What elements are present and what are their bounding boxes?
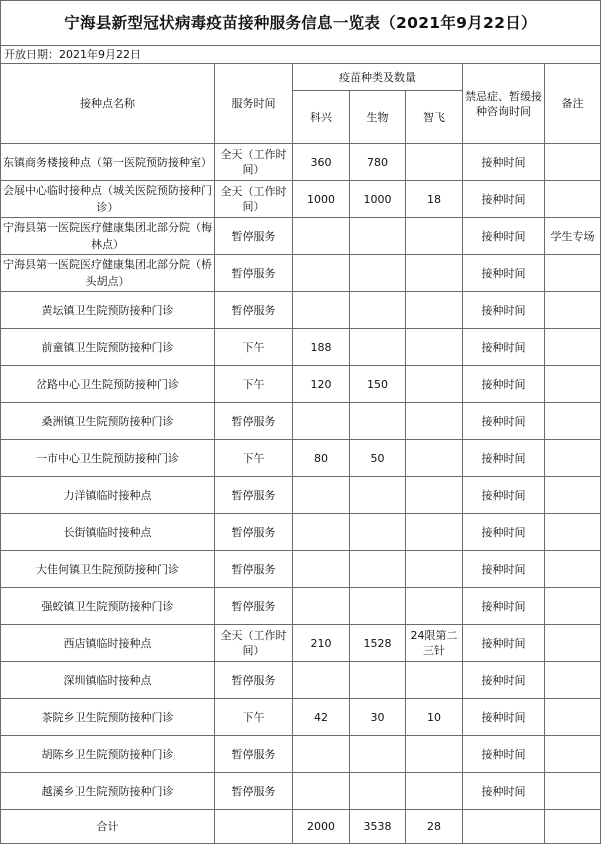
- cell-kexing: [293, 218, 350, 255]
- cell-kexing: [293, 477, 350, 514]
- table-row: [1, 366, 601, 403]
- cell-zhifei: 24限第二三针: [406, 625, 463, 662]
- cell-remark: [545, 440, 601, 477]
- cell-site: 黄坛镇卫生院预防接种门诊: [1, 292, 215, 329]
- cell-zhifei: [406, 662, 463, 699]
- cell-shengwu: 30: [350, 699, 406, 736]
- table-row: [1, 329, 601, 366]
- cell-site: 深圳镇临时接种点: [1, 662, 215, 699]
- cell-site: 会展中心临时接种点（城关医院预防接种门诊）: [1, 181, 215, 218]
- cell-consult: 接种时间: [463, 403, 545, 440]
- cell-site: 强蛟镇卫生院预防接种门诊: [1, 588, 215, 625]
- total-consult: [463, 810, 545, 844]
- cell-site: 力洋镇临时接种点: [1, 477, 215, 514]
- cell-consult: 接种时间: [463, 477, 545, 514]
- cell-time: 下午: [215, 329, 293, 366]
- cell-site: 大佳何镇卫生院预防接种门诊: [1, 551, 215, 588]
- cell-shengwu: [350, 403, 406, 440]
- total-shengwu: 3538: [350, 810, 406, 844]
- table-row: [1, 144, 601, 181]
- cell-time: 全天（工作时间）: [215, 144, 293, 181]
- cell-remark: [545, 477, 601, 514]
- cell-kexing: [293, 588, 350, 625]
- cell-time: 暂停服务: [215, 218, 293, 255]
- cell-site: 长街镇临时接种点: [1, 514, 215, 551]
- cell-kexing: 42: [293, 699, 350, 736]
- table-row: [1, 773, 601, 810]
- table-row: [1, 662, 601, 699]
- table-row: [1, 181, 601, 218]
- table-row: [1, 218, 601, 255]
- cell-time: 全天（工作时间）: [215, 181, 293, 218]
- total-remark: [545, 810, 601, 844]
- cell-time: 下午: [215, 699, 293, 736]
- cell-remark: [545, 292, 601, 329]
- cell-site: 宁海县第一医院医疗健康集团北部分院（桥头胡点）: [1, 255, 215, 292]
- cell-time: 下午: [215, 366, 293, 403]
- cell-zhifei: [406, 440, 463, 477]
- cell-remark: [545, 551, 601, 588]
- cell-consult: 接种时间: [463, 218, 545, 255]
- table-row: [1, 736, 601, 773]
- cell-consult: 接种时间: [463, 292, 545, 329]
- cell-shengwu: 1528: [350, 625, 406, 662]
- cell-shengwu: [350, 255, 406, 292]
- cell-consult: 接种时间: [463, 551, 545, 588]
- cell-remark: [545, 514, 601, 551]
- cell-shengwu: [350, 477, 406, 514]
- cell-zhifei: [406, 144, 463, 181]
- table-row: [1, 292, 601, 329]
- cell-consult: 接种时间: [463, 440, 545, 477]
- cell-shengwu: 780: [350, 144, 406, 181]
- cell-consult: 接种时间: [463, 514, 545, 551]
- cell-shengwu: 50: [350, 440, 406, 477]
- cell-kexing: [293, 255, 350, 292]
- cell-remark: [545, 588, 601, 625]
- cell-shengwu: [350, 551, 406, 588]
- cell-site: 桑洲镇卫生院预防接种门诊: [1, 403, 215, 440]
- cell-remark: [545, 736, 601, 773]
- cell-site: 东镇商务楼接种点（第一医院预防接种室）: [1, 144, 215, 181]
- cell-zhifei: [406, 292, 463, 329]
- cell-shengwu: [350, 773, 406, 810]
- cell-time: 暂停服务: [215, 255, 293, 292]
- cell-time: 暂停服务: [215, 588, 293, 625]
- cell-consult: 接种时间: [463, 699, 545, 736]
- table-body: [1, 144, 601, 810]
- header-remark: 备注: [545, 64, 601, 144]
- cell-remark: [545, 255, 601, 292]
- cell-time: 下午: [215, 440, 293, 477]
- cell-shengwu: [350, 662, 406, 699]
- cell-kexing: [293, 514, 350, 551]
- cell-shengwu: [350, 514, 406, 551]
- cell-consult: 接种时间: [463, 662, 545, 699]
- header-site: 接种点名称: [1, 64, 215, 144]
- cell-consult: 接种时间: [463, 329, 545, 366]
- cell-zhifei: [406, 218, 463, 255]
- cell-kexing: 1000: [293, 181, 350, 218]
- cell-remark: [545, 366, 601, 403]
- cell-kexing: [293, 403, 350, 440]
- open-date: 开放日期：2021年9月22日: [1, 46, 601, 64]
- cell-site: 前童镇卫生院预防接种门诊: [1, 329, 215, 366]
- table-row: [1, 403, 601, 440]
- cell-zhifei: [406, 551, 463, 588]
- cell-remark: [545, 625, 601, 662]
- total-time: [215, 810, 293, 844]
- cell-shengwu: 150: [350, 366, 406, 403]
- cell-remark: 学生专场: [545, 218, 601, 255]
- table-row: [1, 440, 601, 477]
- header-consult: 禁忌症、暂缓接种咨询时间: [463, 64, 545, 144]
- cell-zhifei: [406, 329, 463, 366]
- cell-time: 暂停服务: [215, 514, 293, 551]
- cell-remark: [545, 329, 601, 366]
- table-row: [1, 699, 601, 736]
- cell-remark: [545, 662, 601, 699]
- cell-site: 胡陈乡卫生院预防接种门诊: [1, 736, 215, 773]
- cell-zhifei: [406, 255, 463, 292]
- cell-site: 宁海县第一医院医疗健康集团北部分院（梅林点）: [1, 218, 215, 255]
- cell-kexing: [293, 662, 350, 699]
- cell-consult: 接种时间: [463, 736, 545, 773]
- table-row: [1, 551, 601, 588]
- table-row: [1, 625, 601, 662]
- table-row: [1, 477, 601, 514]
- table-row: [1, 514, 601, 551]
- cell-consult: 接种时间: [463, 588, 545, 625]
- cell-shengwu: 1000: [350, 181, 406, 218]
- cell-kexing: [293, 736, 350, 773]
- cell-shengwu: [350, 218, 406, 255]
- cell-time: 暂停服务: [215, 551, 293, 588]
- cell-zhifei: [406, 477, 463, 514]
- cell-shengwu: [350, 292, 406, 329]
- cell-remark: [545, 699, 601, 736]
- cell-kexing: 120: [293, 366, 350, 403]
- cell-kexing: 360: [293, 144, 350, 181]
- cell-consult: 接种时间: [463, 255, 545, 292]
- cell-shengwu: [350, 329, 406, 366]
- table-row: [1, 588, 601, 625]
- cell-kexing: [293, 551, 350, 588]
- cell-site: 一市中心卫生院预防接种门诊: [1, 440, 215, 477]
- cell-shengwu: [350, 736, 406, 773]
- cell-consult: 接种时间: [463, 366, 545, 403]
- cell-kexing: [293, 773, 350, 810]
- cell-kexing: [293, 292, 350, 329]
- total-label: 合计: [1, 810, 215, 844]
- cell-zhifei: [406, 514, 463, 551]
- header-kexing: 科兴: [293, 91, 350, 144]
- cell-zhifei: 10: [406, 699, 463, 736]
- cell-site: 西店镇临时接种点: [1, 625, 215, 662]
- cell-kexing: 188: [293, 329, 350, 366]
- cell-consult: 接种时间: [463, 625, 545, 662]
- total-kexing: 2000: [293, 810, 350, 844]
- cell-shengwu: [350, 588, 406, 625]
- cell-site: 岔路中心卫生院预防接种门诊: [1, 366, 215, 403]
- table-row: [1, 255, 601, 292]
- cell-zhifei: [406, 773, 463, 810]
- cell-time: 暂停服务: [215, 403, 293, 440]
- cell-time: 暂停服务: [215, 773, 293, 810]
- cell-zhifei: [406, 366, 463, 403]
- cell-consult: 接种时间: [463, 144, 545, 181]
- cell-zhifei: [406, 403, 463, 440]
- cell-zhifei: 18: [406, 181, 463, 218]
- cell-remark: [545, 181, 601, 218]
- cell-time: 暂停服务: [215, 736, 293, 773]
- cell-zhifei: [406, 736, 463, 773]
- cell-remark: [545, 403, 601, 440]
- cell-consult: 接种时间: [463, 773, 545, 810]
- total-row: [1, 810, 601, 844]
- header-time: 服务时间: [215, 64, 293, 144]
- cell-time: 暂停服务: [215, 662, 293, 699]
- cell-kexing: 210: [293, 625, 350, 662]
- cell-remark: [545, 144, 601, 181]
- cell-kexing: 80: [293, 440, 350, 477]
- sheet-title: 宁海县新型冠状病毒疫苗接种服务信息一览表（2021年9月22日）: [1, 1, 601, 46]
- total-zhifei: 28: [406, 810, 463, 844]
- cell-time: 暂停服务: [215, 292, 293, 329]
- cell-time: 全天（工作时间）: [215, 625, 293, 662]
- cell-zhifei: [406, 588, 463, 625]
- cell-site: 越溪乡卫生院预防接种门诊: [1, 773, 215, 810]
- header-vaccine-group: 疫苗种类及数量: [293, 64, 463, 91]
- cell-site: 茶院乡卫生院预防接种门诊: [1, 699, 215, 736]
- cell-remark: [545, 773, 601, 810]
- header-zhifei: 智飞: [406, 91, 463, 144]
- cell-consult: 接种时间: [463, 181, 545, 218]
- header-shengwu: 生物: [350, 91, 406, 144]
- cell-time: 暂停服务: [215, 477, 293, 514]
